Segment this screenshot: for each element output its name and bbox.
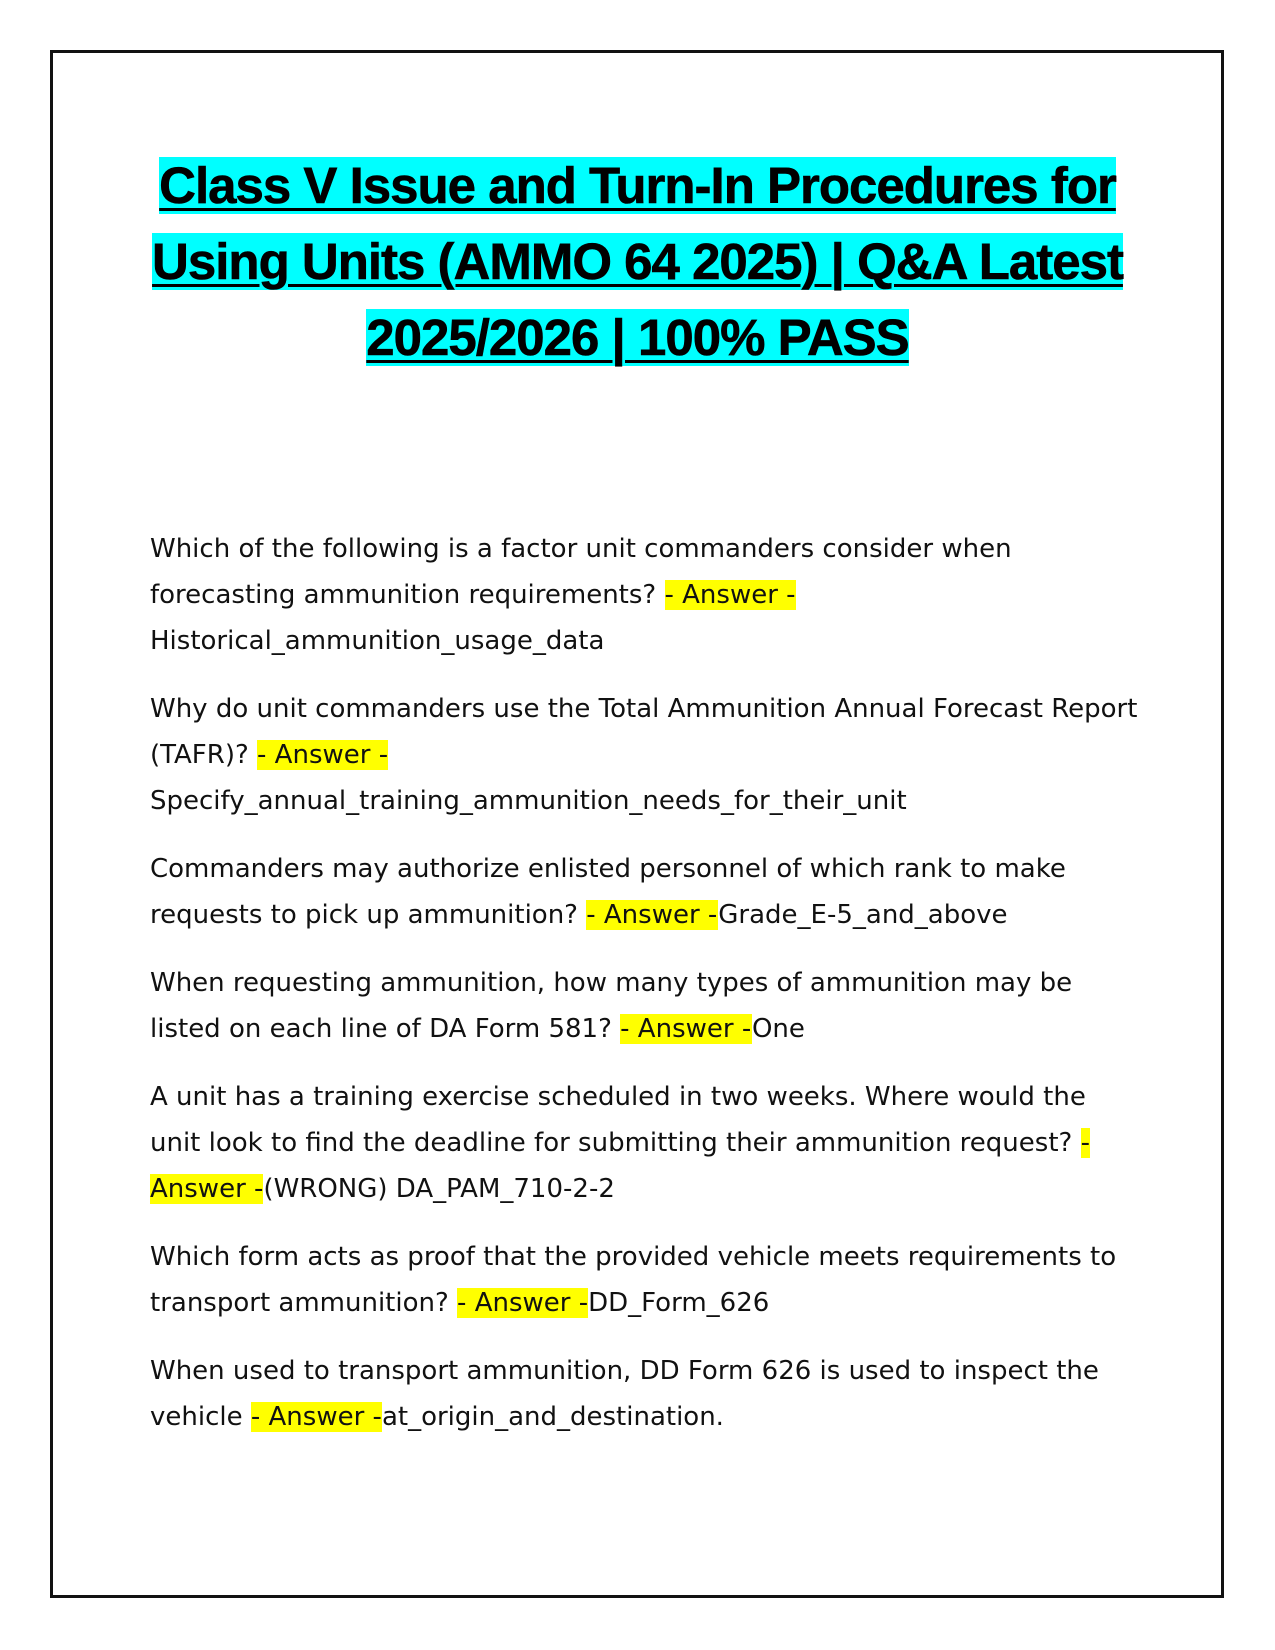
- question-text: A unit has a training exercise scheduled in two weeks. Where would the unit look to find the deadline for submitting their ammunition request?: [150, 1082, 1086, 1158]
- document-title: [100, 148, 1175, 376]
- document-title-text: Class V Issue and Turn-In Procedures for Using Units (AMMO 64 2025) | Q&A Latest 2025/2026 | 100% PASS: [152, 157, 1123, 366]
- answer-text: DD_Form_626: [588, 1288, 770, 1318]
- answer-text: (WRONG) DA_PAM_710-2-2: [263, 1174, 615, 1204]
- question-text: Commanders may authorize enlisted personnel of which rank to make requests to pick up ammunition?: [150, 854, 1066, 930]
- answer-text: Grade_E-5_and_above: [718, 900, 1008, 930]
- answer-text: Specify_annual_training_ammunition_needs_for_their_unit: [150, 786, 907, 816]
- answer-text: One: [751, 1014, 805, 1044]
- answer-text: at_origin_and_destination.: [381, 1402, 724, 1432]
- qa-item: [150, 1074, 1140, 1212]
- question-text: Which form acts as proof that the provided vehicle meets requirements to transport ammunition?: [150, 1242, 1117, 1318]
- qa-item: [150, 1348, 1140, 1440]
- question-text: When requesting ammunition, how many types of ammunition may be listed on each line of DA Form 581?: [150, 968, 1073, 1044]
- question-text: When used to transport ammunition, DD Form 626 is used to inspect the vehicle: [150, 1356, 1099, 1432]
- answer-text: Historical_ammunition_usage_data: [150, 626, 605, 656]
- question-text: Why do unit commanders use the Total Ammunition Annual Forecast Report (TAFR)?: [150, 694, 1138, 770]
- qa-item: [150, 526, 1140, 664]
- question-text: Which of the following is a factor unit commanders consider when forecasting ammunition requirements?: [150, 534, 1012, 610]
- answer-tag: - Answer -: [150, 1128, 1090, 1204]
- answer-tag: - Answer -: [620, 1014, 752, 1044]
- answer-tag: - Answer -: [664, 580, 796, 610]
- answer-tag: - Answer -: [586, 900, 719, 930]
- qa-item: [150, 686, 1140, 824]
- qa-item: [150, 960, 1140, 1052]
- qa-item: [150, 1234, 1140, 1326]
- answer-tag: - Answer -: [457, 1288, 589, 1318]
- qa-list: [150, 526, 1140, 1462]
- answer-tag: - Answer -: [250, 1402, 382, 1432]
- qa-item: [150, 846, 1140, 938]
- answer-tag: - Answer -: [257, 740, 389, 770]
